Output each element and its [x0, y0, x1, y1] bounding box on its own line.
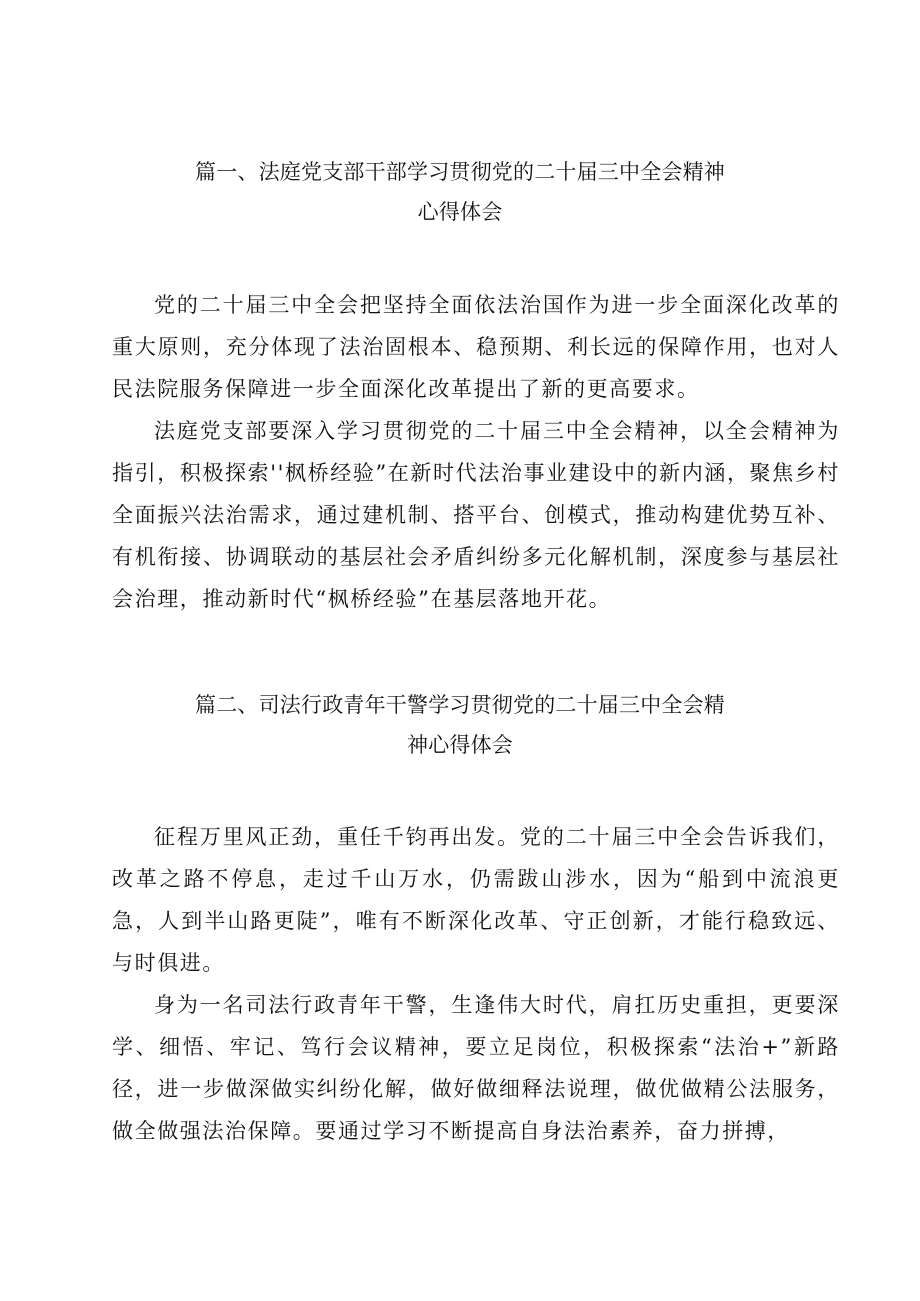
section-2-paragraph-1: 征程万里风正劲，重任千钧再出发。党的二十届三中全会告诉我们，改革之路不停息，走过千山万水，仍需跋山涉水，因为“船到中流浪更急，人到半山路更陡”，唯有不断深化改革、守正创新，才能行稳致远、与时俱进。 — [112, 825, 840, 975]
section-1-title-line-2: 心得体会 — [417, 200, 503, 224]
section-2-title-line-2: 神心得体会 — [407, 733, 513, 757]
section-2-body — [112, 816, 840, 1152]
section-1-paragraph-1: 党的二十届三中全会把坚持全面依法治国作为进一步全面深化改革的重大原则，充分体现了法治固根本、稳预期、利长远的保障作用，也对人民法院服务保障进一步全面深化改革提出了新的更高要求。 — [112, 293, 840, 401]
section-1-title — [0, 152, 920, 232]
section-1-body — [112, 284, 840, 620]
section-2-paragraph-2: 身为一名司法行政青年干警，生逢伟大时代，肩扛历史重担，更要深学、细悟、牢记、笃行会议精神，要立足岗位，积极探索“法治+”新路径，进一步做深做实纠纷化解，做好做细释法说理，做优做精公法服务，做全做强法治保障。要通过学习不断提高自身法治素养，奋力拼搏， — [112, 993, 840, 1143]
section-2-title — [0, 685, 920, 765]
section-1-paragraph-2: 法庭党支部要深入学习贯彻党的二十届三中全会精神，以全会精神为指引，积极探索''枫桥经验”在新时代法治事业建设中的新内涵，聚焦乡村全面振兴法治需求，通过建机制、搭平台、创模式，推动构建优势互补、有机衔接、协调联动的基层社会矛盾纠纷多元化解机制，深度参与基层社会治理，推动新时代“枫桥经验”在基层落地开花。 — [112, 419, 840, 611]
section-2-title-line-1: 篇二、司法行政青年干警学习贯彻党的二十届三中全会精 — [195, 693, 725, 717]
section-1-title-line-1: 篇一、法庭党支部干部学习贯彻党的二十届三中全会精神 — [195, 160, 725, 184]
